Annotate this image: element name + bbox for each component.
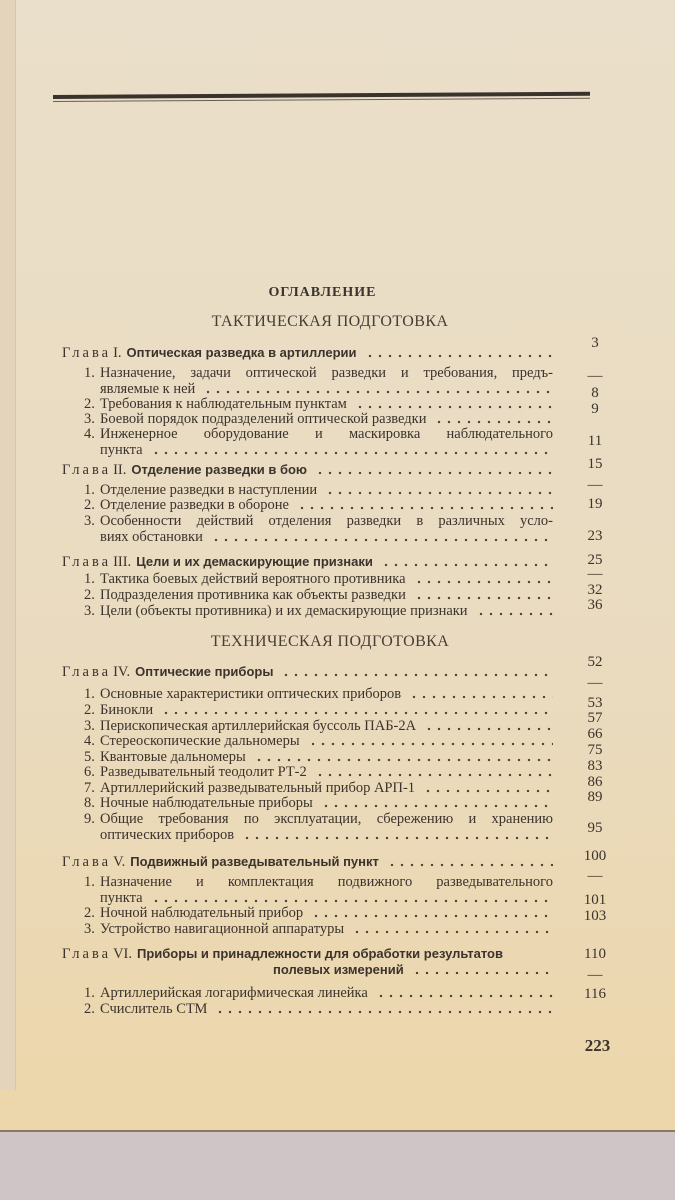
- item-number: 3.: [84, 718, 95, 734]
- item-number: 8.: [84, 795, 95, 811]
- dot-leader: [423, 789, 553, 793]
- chapter-number: V.: [113, 854, 126, 870]
- item-text: Ночные наблюдательные приборы: [100, 795, 313, 811]
- dot-leader: [424, 727, 553, 731]
- item-text: Требования к наблюдательным пунктам: [100, 396, 347, 412]
- section-heading: ТЕХНИЧЕСКАЯ ПОДГОТОВКА: [210, 633, 450, 650]
- page-number: 100: [583, 848, 607, 864]
- dot-leader: [203, 390, 553, 394]
- item-number: 1.: [84, 571, 95, 587]
- item-text: виях обстановки: [100, 529, 203, 545]
- toc-item[interactable]: [84, 702, 553, 718]
- item-number: 2.: [84, 497, 95, 513]
- item-text: Артиллерийский разведывательный прибор АРП-1: [100, 780, 416, 796]
- dot-leader: [311, 914, 553, 918]
- item-number: 1.: [84, 365, 95, 381]
- toc-title: ОГЛАВЛЕНИЕ: [268, 285, 377, 300]
- dot-leader: [414, 580, 554, 584]
- toc-item[interactable]: [84, 513, 553, 529]
- item-text: Бинокли: [100, 702, 154, 718]
- page-number: 95: [587, 820, 603, 836]
- item-text: являемые к ней: [100, 381, 196, 397]
- dot-leader: [387, 863, 553, 867]
- page-number: —: [587, 477, 603, 493]
- item-text: пункта: [100, 442, 143, 458]
- item-text: Квантовые дальномеры: [100, 749, 246, 765]
- chapter-number: IV.: [113, 664, 131, 680]
- toc-item[interactable]: [84, 603, 553, 619]
- item-text: Разведывательный теодолит РТ-2: [100, 764, 307, 780]
- chapter-title: Цели и их демаскирующие признаки: [136, 554, 373, 569]
- page-number: 57: [587, 710, 603, 726]
- page-number: 19: [587, 496, 603, 512]
- toc-chapter[interactable]: [62, 345, 553, 361]
- toc-chapter[interactable]: [62, 554, 553, 570]
- dot-leader: [321, 804, 553, 808]
- dot-leader: [215, 1010, 553, 1014]
- item-number: 2.: [84, 1001, 95, 1017]
- dot-leader: [414, 596, 553, 600]
- item-number: 3.: [84, 921, 95, 937]
- toc-item[interactable]: [84, 733, 553, 749]
- item-text: Инженерное оборудование и маскировка наблюдательного: [100, 426, 553, 442]
- chapter-number: II.: [113, 462, 127, 478]
- page-number: 3: [591, 335, 599, 351]
- chapter-title: Оптические приборы: [135, 664, 274, 679]
- page-number: 53: [587, 695, 603, 711]
- toc-item[interactable]: [84, 985, 553, 1001]
- item-number: 1.: [84, 482, 95, 498]
- item-number: 3.: [84, 411, 95, 427]
- dot-leader: [325, 491, 553, 495]
- dot-leader: [381, 563, 553, 567]
- toc-chapter[interactable]: [62, 462, 553, 478]
- item-text: Счислитель СТМ: [100, 1001, 208, 1017]
- toc-item[interactable]: [84, 905, 553, 921]
- page-number: 25: [587, 552, 603, 568]
- toc-item[interactable]: [84, 874, 553, 890]
- toc-item[interactable]: [84, 921, 553, 937]
- toc-item[interactable]: [84, 718, 553, 734]
- item-text: Стереоскопические дальномеры: [100, 733, 300, 749]
- item-text: пункта: [100, 890, 143, 906]
- section-heading: ТАКТИЧЕСКАЯ ПОДГОТОВКА: [211, 313, 449, 330]
- dot-leader: [412, 971, 553, 975]
- toc-item[interactable]: [84, 811, 553, 827]
- dot-leader: [352, 930, 553, 934]
- toc-item-cont[interactable]: [100, 529, 553, 545]
- item-number: 3.: [84, 603, 95, 619]
- item-text: Особенности действий отделения разведки в различных усло-: [100, 513, 553, 529]
- toc-chapter[interactable]: [62, 854, 553, 870]
- chapter-number: VI.: [113, 946, 132, 962]
- toc-item-cont[interactable]: [100, 827, 553, 843]
- dot-leader: [315, 471, 553, 475]
- toc-item-cont[interactable]: [100, 890, 553, 906]
- chapter-label: Глава: [62, 462, 112, 478]
- dot-leader: [211, 538, 553, 542]
- page-number: 32: [587, 582, 603, 598]
- toc-chapter-cont[interactable]: [273, 962, 553, 978]
- item-number: 9.: [84, 811, 95, 827]
- toc-item[interactable]: [84, 571, 553, 587]
- dot-leader: [281, 673, 553, 677]
- dot-leader: [308, 742, 553, 746]
- item-text: Назначение, задачи оптической разведки и требования, предъ-: [100, 365, 553, 381]
- item-number: 6.: [84, 764, 95, 780]
- toc-chapter[interactable]: [62, 664, 553, 680]
- toc-item[interactable]: [84, 764, 553, 780]
- toc-item[interactable]: [84, 497, 553, 513]
- dot-leader: [476, 612, 553, 616]
- page-number: 66: [587, 726, 603, 742]
- page-number: 103: [583, 908, 607, 924]
- toc-item[interactable]: [84, 686, 553, 702]
- chapter-label: Глава: [62, 946, 112, 962]
- page-number: 9: [591, 401, 599, 417]
- page-number: 15: [587, 456, 603, 472]
- item-number: 5.: [84, 749, 95, 765]
- item-number: 1.: [84, 874, 95, 890]
- chapter-label: Глава: [62, 345, 112, 361]
- chapter-number: III.: [113, 554, 132, 570]
- folio-page-number: 223: [584, 1036, 611, 1055]
- page-number: —: [587, 368, 603, 384]
- toc-chapter[interactable]: [62, 946, 553, 962]
- toc-item[interactable]: [84, 780, 553, 796]
- item-number: 4.: [84, 426, 95, 442]
- page-number: 86: [587, 774, 603, 790]
- item-number: 2.: [84, 587, 95, 603]
- dot-leader: [315, 773, 553, 777]
- chapter-title: Отделение разведки в бою: [131, 462, 308, 477]
- item-text: Отделение разведки в обороне: [100, 497, 289, 513]
- toc-item[interactable]: [84, 365, 553, 381]
- dot-leader: [151, 899, 553, 903]
- page-number: 83: [587, 758, 603, 774]
- page-number: —: [587, 967, 603, 983]
- chapter-label: Глава: [62, 854, 112, 870]
- item-number: 2.: [84, 396, 95, 412]
- page-number: 116: [584, 986, 606, 1002]
- chapter-title: Подвижный разведывательный пункт: [130, 854, 379, 869]
- dot-leader: [355, 405, 553, 409]
- toc-item[interactable]: [84, 1001, 553, 1017]
- dot-leader: [151, 451, 553, 455]
- dot-leader: [161, 711, 553, 715]
- item-text: Устройство навигационной аппаратуры: [100, 921, 345, 937]
- toc-item[interactable]: [84, 749, 553, 765]
- item-text: Цели (объекты противника) и их демаскирующие признаки: [100, 603, 468, 619]
- chapter-number: I.: [113, 345, 122, 361]
- page-number: 52: [587, 654, 603, 670]
- item-text: Основные характеристики оптических приборов: [100, 686, 402, 702]
- item-number: 3.: [84, 513, 95, 529]
- item-text: Подразделения противника как объекты разведки: [100, 587, 406, 603]
- page-number: 101: [583, 892, 607, 908]
- item-number: 4.: [84, 733, 95, 749]
- toc-item-cont[interactable]: [100, 442, 553, 458]
- item-text: Артиллерийская логарифмическая линейка: [100, 985, 368, 1001]
- page-number: —: [587, 566, 603, 582]
- toc-item[interactable]: [84, 396, 553, 412]
- item-text: Ночной наблюдательный прибор: [100, 905, 304, 921]
- page-number: —: [587, 868, 603, 884]
- page-number: 23: [587, 528, 603, 544]
- page-number: —: [587, 675, 603, 691]
- toc-item[interactable]: [84, 411, 553, 427]
- dot-leader: [297, 506, 553, 510]
- item-text: Назначение и комплектация подвижного разведывательного: [100, 874, 553, 890]
- toc-item[interactable]: [84, 482, 553, 498]
- item-number: 7.: [84, 780, 95, 796]
- dot-leader: [242, 836, 553, 840]
- item-number: 2.: [84, 702, 95, 718]
- page-number: 8: [591, 385, 599, 401]
- chapter-title: Приборы и принадлежности для обработки результатов: [137, 946, 503, 961]
- item-text: оптических приборов: [100, 827, 235, 843]
- item-number: 1.: [84, 985, 95, 1001]
- toc-item[interactable]: [84, 426, 553, 442]
- toc-item[interactable]: [84, 795, 553, 811]
- page-number: 110: [584, 946, 606, 962]
- dot-leader: [434, 420, 553, 424]
- item-text: Отделение разведки в наступлении: [100, 482, 318, 498]
- dot-leader: [376, 994, 553, 998]
- page-number: 36: [587, 597, 603, 613]
- toc-item-cont[interactable]: [100, 381, 553, 397]
- item-text: Боевой порядок подразделений оптической разведки: [100, 411, 427, 427]
- item-text: Общие требования по эксплуатации, сбережению и хранению: [100, 811, 553, 827]
- item-number: 1.: [84, 686, 95, 702]
- item-text: Перископическая артиллерийская буссоль ПАБ-2А: [100, 718, 417, 734]
- page-number: 75: [587, 742, 603, 758]
- chapter-title: полевых измерений: [273, 962, 404, 977]
- toc-item[interactable]: [84, 587, 553, 603]
- dot-leader: [254, 758, 553, 762]
- item-number: 2.: [84, 905, 95, 921]
- chapter-label: Глава: [62, 554, 112, 570]
- dot-leader: [365, 354, 553, 358]
- page-number: 89: [587, 789, 603, 805]
- chapter-title: Оптическая разведка в артиллерии: [126, 345, 357, 360]
- adjacent-page-edge: [0, 0, 16, 1090]
- dot-leader: [409, 695, 553, 699]
- item-text: Тактика боевых действий вероятного противника: [100, 571, 406, 587]
- chapter-label: Глава: [62, 664, 112, 680]
- page-number: 11: [587, 433, 603, 449]
